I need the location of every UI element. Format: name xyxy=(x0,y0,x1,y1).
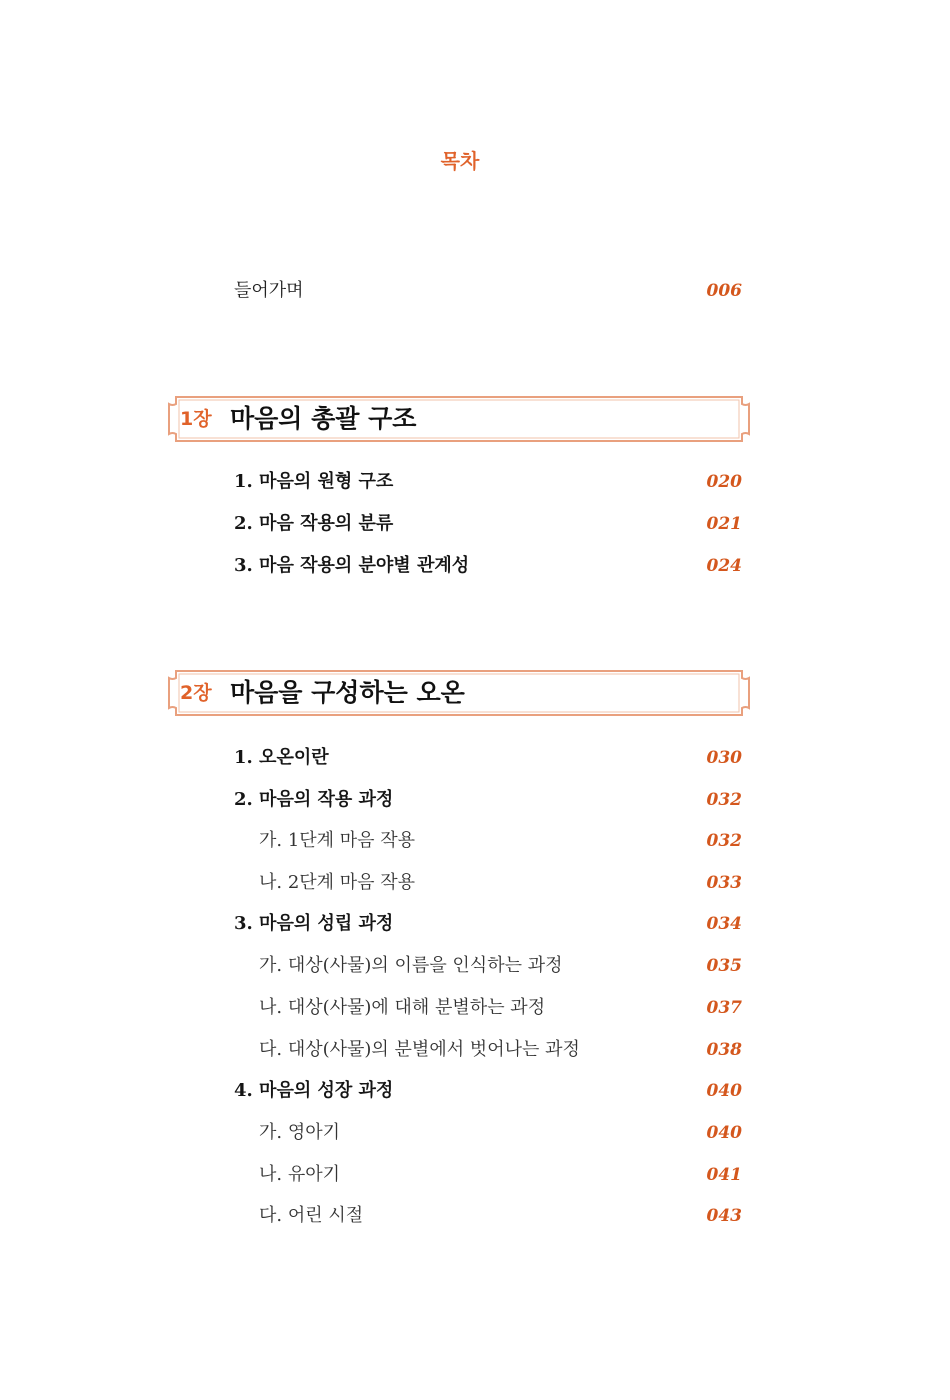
chapter-header-2[interactable] xyxy=(168,670,750,716)
entry-label: 2. 마음 작용의 분류 xyxy=(234,513,394,534)
toc-subentry[interactable] xyxy=(234,951,742,981)
entry-page: 024 xyxy=(706,556,742,576)
entry-page: 040 xyxy=(706,1081,742,1101)
toc-subentry[interactable] xyxy=(234,826,742,856)
chapter-number: 2장 xyxy=(180,682,212,704)
entry-label: 1. 마음의 원형 구조 xyxy=(234,471,394,492)
toc-entry[interactable] xyxy=(234,1076,742,1106)
entry-label: 나. 유아기 xyxy=(259,1164,340,1185)
entry-page: 032 xyxy=(706,831,742,851)
toc-entry[interactable] xyxy=(234,785,742,815)
entry-label: 3. 마음의 성립 과정 xyxy=(234,913,394,934)
entry-page: 021 xyxy=(706,514,742,534)
entry-page: 032 xyxy=(706,790,742,810)
entry-page: 034 xyxy=(706,914,742,934)
entry-page: 041 xyxy=(706,1165,742,1185)
entry-label: 가. 영아기 xyxy=(259,1122,340,1143)
entry-label: 나. 2단계 마음 작용 xyxy=(259,872,416,893)
toc-subentry[interactable] xyxy=(234,993,742,1023)
toc-title: 목차 xyxy=(440,149,480,173)
entry-label: 다. 어린 시절 xyxy=(259,1205,364,1226)
toc-subentry[interactable] xyxy=(234,1201,742,1231)
entry-label: 들어가며 xyxy=(234,280,304,301)
toc-subentry[interactable] xyxy=(234,1160,742,1190)
entry-page: 040 xyxy=(706,1123,742,1143)
toc-subentry[interactable] xyxy=(234,1118,742,1148)
entry-page: 038 xyxy=(706,1040,742,1060)
chapter-title: 마음의 총괄 구조 xyxy=(230,404,417,433)
entry-label: 나. 대상(사물)에 대해 분별하는 과정 xyxy=(259,997,546,1018)
entry-page: 037 xyxy=(706,998,742,1018)
entry-page: 043 xyxy=(706,1206,742,1226)
toc-entry[interactable] xyxy=(234,551,742,581)
toc-entry[interactable] xyxy=(234,743,742,773)
toc-subentry[interactable] xyxy=(234,1035,742,1065)
entry-label: 3. 마음 작용의 분야별 관계성 xyxy=(234,555,470,576)
chapter-number: 1장 xyxy=(180,408,212,430)
entry-page: 030 xyxy=(706,748,742,768)
entry-label: 가. 대상(사물)의 이름을 인식하는 과정 xyxy=(259,955,563,976)
entry-label: 다. 대상(사물)의 분별에서 벗어나는 과정 xyxy=(259,1039,580,1060)
entry-label: 가. 1단계 마음 작용 xyxy=(259,830,416,851)
chapter-header-1[interactable] xyxy=(168,396,750,442)
entry-label: 2. 마음의 작용 과정 xyxy=(234,789,394,810)
chapter-title: 마음을 구성하는 오온 xyxy=(230,678,465,707)
entry-label: 4. 마음의 성장 과정 xyxy=(234,1080,394,1101)
toc-entry-intro[interactable] xyxy=(234,276,742,306)
toc-entry[interactable] xyxy=(234,509,742,539)
toc-entry[interactable] xyxy=(234,467,742,497)
entry-page: 006 xyxy=(706,281,742,301)
entry-label: 1. 오온이란 xyxy=(234,747,329,768)
entry-page: 035 xyxy=(706,956,742,976)
entry-page: 020 xyxy=(706,472,742,492)
toc-entry[interactable] xyxy=(234,909,742,939)
entry-page: 033 xyxy=(706,873,742,893)
toc-subentry[interactable] xyxy=(234,868,742,898)
